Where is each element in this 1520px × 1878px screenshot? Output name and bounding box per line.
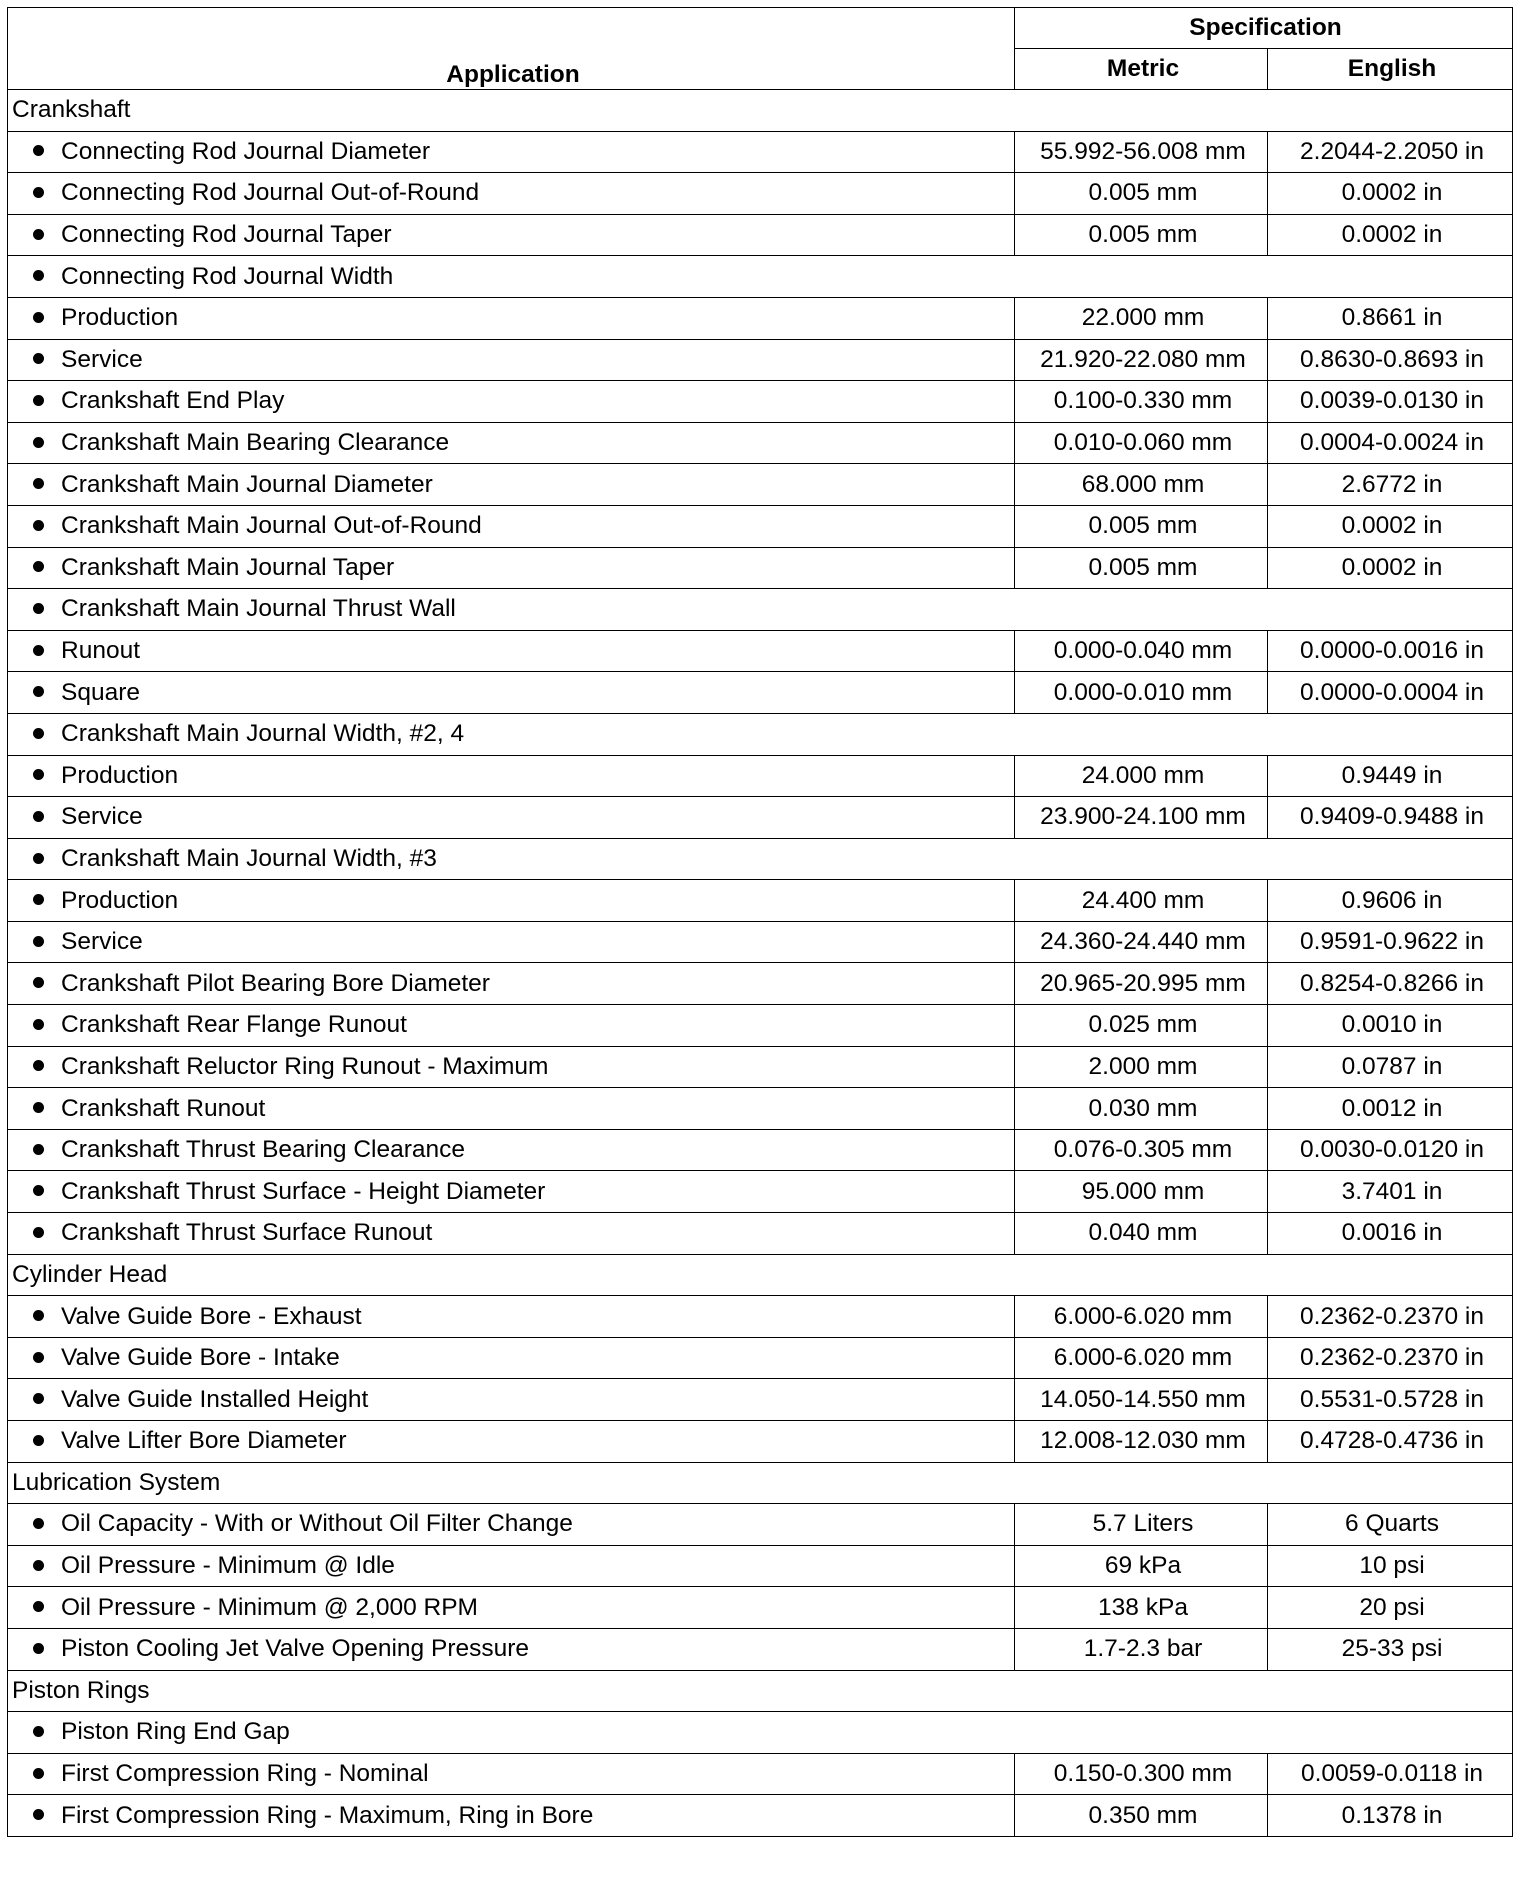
english-value: 0.0787 in [1268, 1046, 1513, 1088]
application-label: Production [61, 761, 179, 789]
application-label: Valve Guide Bore - Intake [61, 1344, 340, 1372]
bullet-icon [33, 853, 44, 864]
english-value: 20 psi [1268, 1587, 1513, 1629]
application-cell [8, 880, 1015, 922]
bullet-icon [33, 1310, 44, 1321]
bullet-icon [33, 645, 44, 656]
bullet-icon [33, 1726, 44, 1737]
english-value: 0.0010 in [1268, 1005, 1513, 1047]
bullet-icon [33, 520, 44, 531]
metric-column-header: Metric [1015, 49, 1268, 90]
table-row [8, 381, 1513, 423]
application-cell [8, 1712, 1513, 1754]
application-label: Valve Guide Installed Height [61, 1385, 369, 1413]
application-cell [8, 173, 1015, 215]
application-label: Piston Cooling Jet Valve Opening Pressure [61, 1635, 530, 1663]
metric-value: 20.965-20.995 mm [1015, 963, 1268, 1005]
metric-value: 0.030 mm [1015, 1088, 1268, 1130]
application-cell [8, 381, 1015, 423]
english-value: 0.0000-0.0016 in [1268, 630, 1513, 672]
application-label: Crankshaft Thrust Bearing Clearance [61, 1136, 465, 1164]
application-cell [8, 422, 1015, 464]
bullet-icon [33, 1019, 44, 1030]
english-value: 0.0039-0.0130 in [1268, 381, 1513, 423]
application-label: Crankshaft Rear Flange Runout [61, 1011, 407, 1039]
bullet-icon [33, 603, 44, 614]
bullet-icon [33, 769, 44, 780]
application-cell [8, 1545, 1015, 1587]
metric-value: 0.005 mm [1015, 173, 1268, 215]
table-row [8, 339, 1513, 381]
application-cell [8, 630, 1015, 672]
application-label: Service [61, 928, 143, 956]
english-value: 0.8630-0.8693 in [1268, 339, 1513, 381]
english-value: 0.0016 in [1268, 1213, 1513, 1255]
metric-value: 23.900-24.100 mm [1015, 797, 1268, 839]
application-cell [8, 755, 1015, 797]
metric-value: 2.000 mm [1015, 1046, 1268, 1088]
english-value: 0.9449 in [1268, 755, 1513, 797]
metric-value: 0.350 mm [1015, 1795, 1268, 1837]
bullet-icon [33, 1185, 44, 1196]
application-cell [8, 1213, 1015, 1255]
english-value: 0.4728-0.4736 in [1268, 1421, 1513, 1463]
application-cell [8, 589, 1513, 631]
subheading-row [8, 838, 1513, 880]
application-cell [8, 797, 1015, 839]
application-label: Connecting Rod Journal Taper [61, 221, 392, 249]
english-value: 0.8254-0.8266 in [1268, 963, 1513, 1005]
bullet-icon [33, 561, 44, 572]
application-cell [8, 214, 1015, 256]
english-value: 6 Quarts [1268, 1504, 1513, 1546]
english-value: 0.2362-0.2370 in [1268, 1337, 1513, 1379]
application-label: Square [61, 678, 141, 706]
table-row [8, 921, 1513, 963]
bullet-icon [33, 437, 44, 448]
table-body [8, 90, 1513, 1837]
application-cell [8, 1753, 1015, 1795]
application-cell [8, 1296, 1015, 1338]
application-cell [8, 963, 1015, 1005]
application-cell [8, 1628, 1015, 1670]
bullet-icon [33, 1144, 44, 1155]
bullet-icon [33, 1352, 44, 1363]
table-row [8, 1504, 1513, 1546]
table-row [8, 880, 1513, 922]
metric-value: 24.360-24.440 mm [1015, 921, 1268, 963]
metric-value: 5.7 Liters [1015, 1504, 1268, 1546]
metric-value: 0.076-0.305 mm [1015, 1129, 1268, 1171]
english-value: 0.0002 in [1268, 214, 1513, 256]
application-cell [8, 1088, 1015, 1130]
application-cell [8, 547, 1015, 589]
table-row [8, 1296, 1513, 1338]
application-cell [8, 921, 1015, 963]
application-label: Production [61, 886, 179, 914]
application-label: Valve Lifter Bore Diameter [61, 1427, 347, 1455]
metric-value: 69 kPa [1015, 1545, 1268, 1587]
english-value: 0.8661 in [1268, 297, 1513, 339]
bullet-icon [33, 478, 44, 489]
application-label: Crankshaft Reluctor Ring Runout - Maximum [61, 1052, 549, 1080]
application-cell [8, 256, 1513, 298]
subheading-row [8, 1712, 1513, 1754]
application-cell [8, 838, 1513, 880]
metric-value: 6.000-6.020 mm [1015, 1337, 1268, 1379]
table-row [8, 797, 1513, 839]
table-row [8, 963, 1513, 1005]
metric-value: 0.000-0.040 mm [1015, 630, 1268, 672]
specification-table [7, 7, 1513, 1837]
table-row [8, 131, 1513, 173]
subheading-row [8, 256, 1513, 298]
bullet-icon [33, 811, 44, 822]
english-value: 2.2044-2.2050 in [1268, 131, 1513, 173]
bullet-icon [33, 395, 44, 406]
table-row [8, 422, 1513, 464]
english-value: 0.9591-0.9622 in [1268, 921, 1513, 963]
application-label: Crankshaft Pilot Bearing Bore Diameter [61, 969, 490, 997]
subheading-row [8, 589, 1513, 631]
subheading-row [8, 713, 1513, 755]
bullet-icon [33, 312, 44, 323]
application-cell [8, 1421, 1015, 1463]
application-label: Connecting Rod Journal Width [61, 262, 394, 290]
metric-value: 1.7-2.3 bar [1015, 1628, 1268, 1670]
section-heading: Cylinder Head [8, 1254, 1513, 1296]
application-label: Connecting Rod Journal Diameter [61, 137, 431, 165]
bullet-icon [33, 1560, 44, 1571]
metric-value: 55.992-56.008 mm [1015, 131, 1268, 173]
application-cell [8, 1171, 1015, 1213]
application-cell [8, 1587, 1015, 1629]
bullet-icon [33, 728, 44, 739]
table-row [8, 1753, 1513, 1795]
table-row [8, 1545, 1513, 1587]
application-label: Piston Ring End Gap [61, 1718, 290, 1746]
application-label: Oil Pressure - Minimum @ 2,000 RPM [61, 1593, 478, 1621]
english-value: 0.0030-0.0120 in [1268, 1129, 1513, 1171]
application-label: Crankshaft Main Journal Thrust Wall [61, 595, 456, 623]
english-value: 0.0002 in [1268, 505, 1513, 547]
english-value: 0.0000-0.0004 in [1268, 672, 1513, 714]
metric-value: 0.150-0.300 mm [1015, 1753, 1268, 1795]
english-value: 0.9409-0.9488 in [1268, 797, 1513, 839]
bullet-icon [33, 1102, 44, 1113]
table-row [8, 1129, 1513, 1171]
table-row [8, 630, 1513, 672]
bullet-icon [33, 1643, 44, 1654]
table-row [8, 1795, 1513, 1837]
table-row [8, 1587, 1513, 1629]
application-cell [8, 1795, 1015, 1837]
application-column-header: Application [8, 8, 1015, 90]
application-cell [8, 1005, 1015, 1047]
metric-value: 95.000 mm [1015, 1171, 1268, 1213]
table-row [8, 1171, 1513, 1213]
section-row [8, 1670, 1513, 1712]
english-value: 0.0002 in [1268, 547, 1513, 589]
metric-value: 21.920-22.080 mm [1015, 339, 1268, 381]
bullet-icon [33, 1060, 44, 1071]
bullet-icon [33, 686, 44, 697]
table-row [8, 1628, 1513, 1670]
metric-value: 14.050-14.550 mm [1015, 1379, 1268, 1421]
section-row [8, 90, 1513, 132]
table-row [8, 214, 1513, 256]
english-value: 0.0059-0.0118 in [1268, 1753, 1513, 1795]
metric-value: 0.025 mm [1015, 1005, 1268, 1047]
application-cell [8, 1379, 1015, 1421]
application-cell [8, 672, 1015, 714]
table-row [8, 297, 1513, 339]
application-label: Crankshaft Main Journal Out-of-Round [61, 512, 482, 540]
bullet-icon [33, 353, 44, 364]
application-label: Oil Capacity - With or Without Oil Filter Change [61, 1510, 573, 1538]
english-value: 0.0004-0.0024 in [1268, 422, 1513, 464]
metric-value: 68.000 mm [1015, 464, 1268, 506]
english-value: 2.6772 in [1268, 464, 1513, 506]
table-row [8, 464, 1513, 506]
table-row [8, 547, 1513, 589]
application-label: Oil Pressure - Minimum @ Idle [61, 1552, 395, 1580]
application-cell [8, 1129, 1015, 1171]
metric-value: 6.000-6.020 mm [1015, 1296, 1268, 1338]
metric-value: 0.005 mm [1015, 547, 1268, 589]
table-row [8, 1379, 1513, 1421]
application-cell [8, 1046, 1015, 1088]
application-label: Connecting Rod Journal Out-of-Round [61, 179, 480, 207]
section-heading: Lubrication System [8, 1462, 1513, 1504]
english-value: 0.5531-0.5728 in [1268, 1379, 1513, 1421]
application-label: Crankshaft Main Bearing Clearance [61, 429, 450, 457]
application-label: Crankshaft Thrust Surface Runout [61, 1219, 433, 1247]
english-value: 3.7401 in [1268, 1171, 1513, 1213]
application-label: Service [61, 345, 143, 373]
english-column-header: English [1268, 49, 1513, 90]
application-cell [8, 1504, 1015, 1546]
metric-value: 12.008-12.030 mm [1015, 1421, 1268, 1463]
bullet-icon [33, 1601, 44, 1612]
metric-value: 0.010-0.060 mm [1015, 422, 1268, 464]
application-cell [8, 505, 1015, 547]
metric-value: 0.005 mm [1015, 505, 1268, 547]
bullet-icon [33, 936, 44, 947]
metric-value: 0.000-0.010 mm [1015, 672, 1268, 714]
application-label: Crankshaft Main Journal Width, #2, 4 [61, 720, 465, 748]
bullet-icon [33, 1809, 44, 1820]
application-label: Crankshaft Main Journal Width, #3 [61, 844, 437, 872]
application-cell [8, 464, 1015, 506]
table-row [8, 1005, 1513, 1047]
bullet-icon [33, 145, 44, 156]
bullet-icon [33, 1768, 44, 1779]
metric-value: 24.000 mm [1015, 755, 1268, 797]
application-cell [8, 713, 1513, 755]
table-row [8, 173, 1513, 215]
bullet-icon [33, 977, 44, 988]
application-cell [8, 339, 1015, 381]
english-value: 0.2362-0.2370 in [1268, 1296, 1513, 1338]
metric-value: 24.400 mm [1015, 880, 1268, 922]
english-value: 25-33 psi [1268, 1628, 1513, 1670]
section-heading: Crankshaft [8, 90, 1513, 132]
table-row [8, 1088, 1513, 1130]
english-value: 10 psi [1268, 1545, 1513, 1587]
bullet-icon [33, 229, 44, 240]
table-row [8, 1213, 1513, 1255]
application-label: Crankshaft End Play [61, 387, 285, 415]
application-cell [8, 131, 1015, 173]
section-row [8, 1462, 1513, 1504]
section-row [8, 1254, 1513, 1296]
application-label: Crankshaft Main Journal Taper [61, 553, 395, 581]
english-value: 0.1378 in [1268, 1795, 1513, 1837]
bullet-icon [33, 270, 44, 281]
application-label: First Compression Ring - Nominal [61, 1760, 429, 1788]
table-header [8, 8, 1513, 90]
metric-value: 0.005 mm [1015, 214, 1268, 256]
application-label: Production [61, 304, 179, 332]
english-value: 0.9606 in [1268, 880, 1513, 922]
table-row [8, 672, 1513, 714]
application-label: Crankshaft Main Journal Diameter [61, 470, 433, 498]
section-heading: Piston Rings [8, 1670, 1513, 1712]
application-label: Valve Guide Bore - Exhaust [61, 1302, 362, 1330]
application-cell [8, 297, 1015, 339]
bullet-icon [33, 1227, 44, 1238]
english-value: 0.0002 in [1268, 173, 1513, 215]
table-row [8, 1046, 1513, 1088]
table-row [8, 755, 1513, 797]
application-cell [8, 1337, 1015, 1379]
application-label: Runout [61, 637, 141, 665]
application-label: Service [61, 803, 143, 831]
table-row [8, 505, 1513, 547]
metric-value: 0.040 mm [1015, 1213, 1268, 1255]
application-label: Crankshaft Thrust Surface - Height Diameter [61, 1177, 546, 1205]
table-row [8, 1337, 1513, 1379]
specification-column-header: Specification [1015, 8, 1513, 49]
application-label: First Compression Ring - Maximum, Ring in Bore [61, 1801, 594, 1829]
bullet-icon [33, 894, 44, 905]
bullet-icon [33, 1393, 44, 1404]
english-value: 0.0012 in [1268, 1088, 1513, 1130]
bullet-icon [33, 1518, 44, 1529]
metric-value: 22.000 mm [1015, 297, 1268, 339]
application-label: Crankshaft Runout [61, 1094, 266, 1122]
table-row [8, 1421, 1513, 1463]
metric-value: 138 kPa [1015, 1587, 1268, 1629]
bullet-icon [33, 1435, 44, 1446]
metric-value: 0.100-0.330 mm [1015, 381, 1268, 423]
bullet-icon [33, 187, 44, 198]
